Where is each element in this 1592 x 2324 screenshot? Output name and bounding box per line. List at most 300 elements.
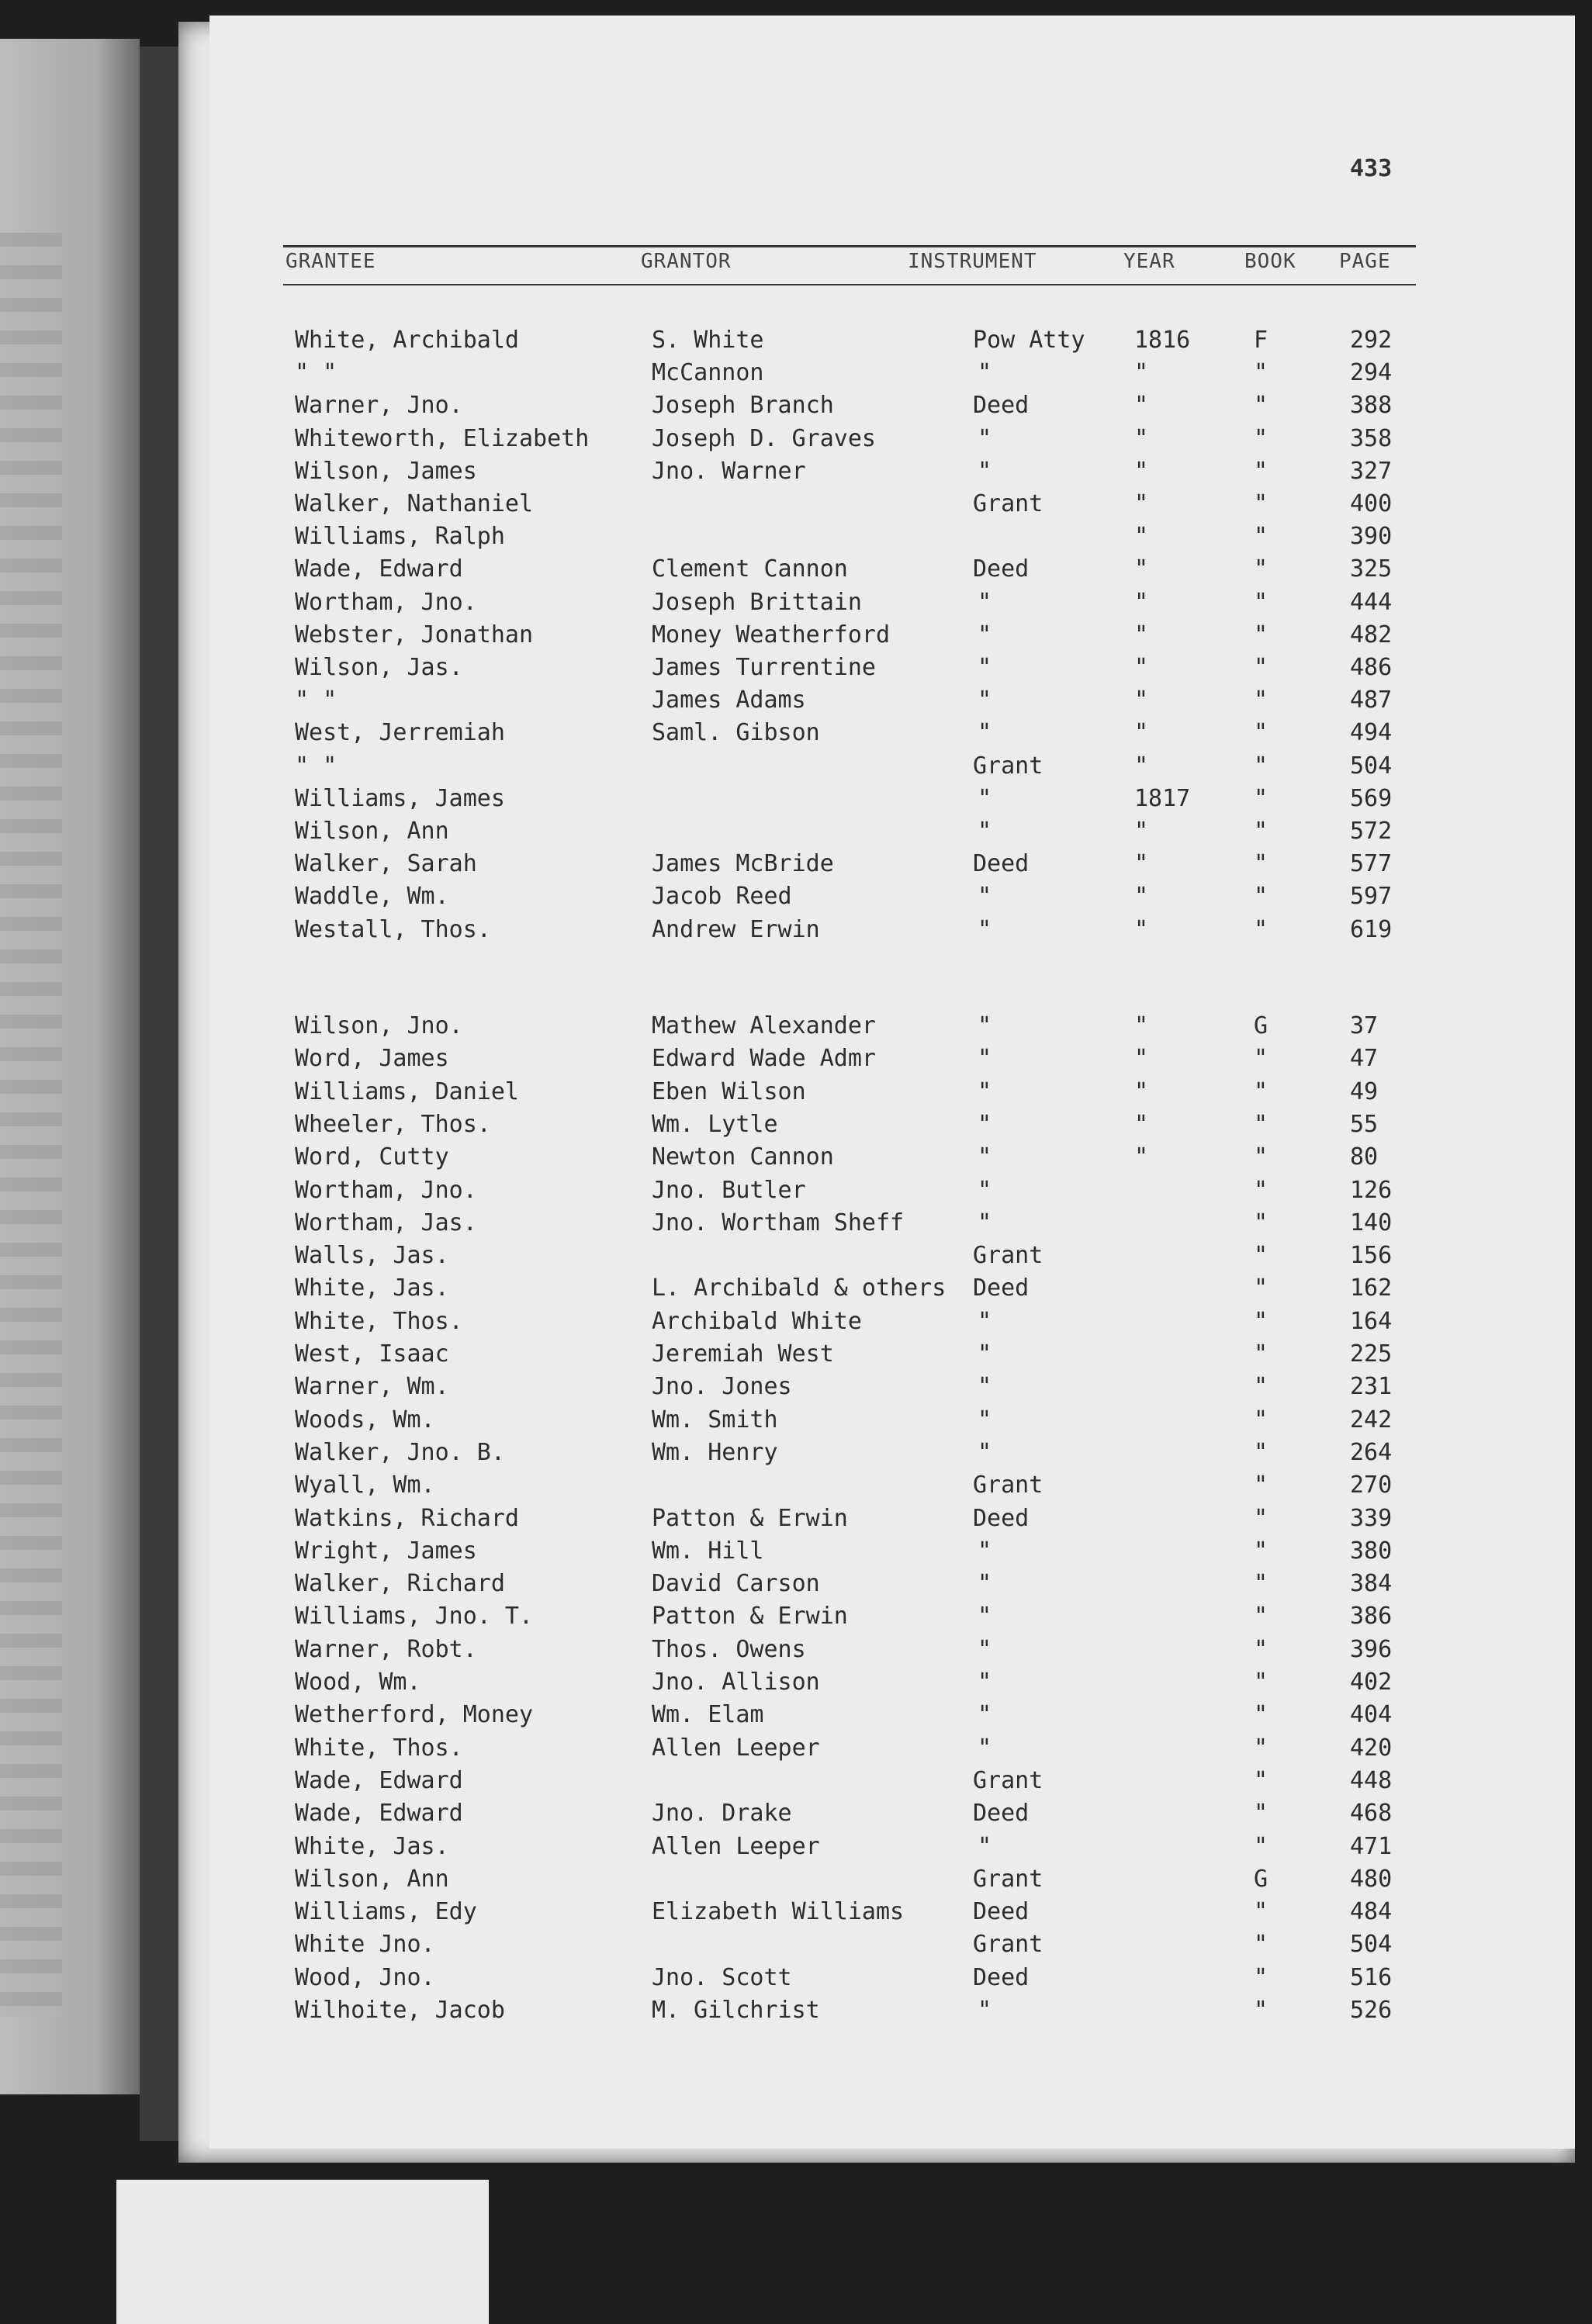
table-row	[0, 1207, 1592, 1240]
cell-page: 231	[1350, 1373, 1393, 1401]
cell-book: "	[1254, 1669, 1268, 1696]
cell-book: "	[1254, 654, 1268, 681]
cell-page: 572	[1350, 818, 1393, 845]
cell-page: 358	[1350, 424, 1393, 452]
cell-grantor: Elizabeth Williams	[652, 1898, 905, 1926]
table-row	[0, 1010, 1592, 1043]
cell-grantor: Andrew Erwin	[652, 915, 820, 943]
cell-instrument: "	[978, 1373, 992, 1401]
cell-grantor: Newton Cannon	[652, 1143, 834, 1171]
cell-instrument: "	[978, 1603, 992, 1631]
cell-year: "	[1134, 1045, 1149, 1073]
cell-book: "	[1254, 915, 1268, 943]
cell-instrument: "	[978, 883, 992, 911]
cell-page: 164	[1350, 1307, 1393, 1335]
cell-instrument: Deed	[973, 555, 1030, 583]
cell-grantor: Jno. Drake	[652, 1800, 792, 1828]
cell-page: 390	[1350, 523, 1393, 551]
table-row	[0, 1699, 1592, 1731]
cell-year: "	[1134, 752, 1149, 780]
cell-book: "	[1254, 1635, 1268, 1663]
table-row	[0, 423, 1592, 455]
cell-grantee: White, Jas.	[295, 1832, 449, 1860]
cell-page: 264	[1350, 1438, 1393, 1466]
cell-book: "	[1254, 850, 1268, 878]
cell-grantee: Wortham, Jas.	[295, 1209, 477, 1236]
table-row	[0, 553, 1592, 586]
cell-book: "	[1254, 1931, 1268, 1959]
cell-instrument: Deed	[973, 1800, 1030, 1828]
cell-grantee: Wood, Wm.	[295, 1669, 421, 1696]
cell-book: "	[1254, 1077, 1268, 1105]
cell-grantee: Wortham, Jno.	[295, 588, 477, 616]
table-row	[0, 1732, 1592, 1765]
cell-book: "	[1254, 1832, 1268, 1860]
table-row	[0, 1831, 1592, 1863]
cell-year: 1817	[1134, 784, 1191, 812]
cell-book: "	[1254, 1242, 1268, 1270]
cell-year: "	[1134, 1110, 1149, 1138]
cell-book: "	[1254, 1143, 1268, 1171]
cell-page: 468	[1350, 1800, 1393, 1828]
cell-instrument: Grant	[973, 1766, 1043, 1794]
cell-grantee: Wetherford, Money	[295, 1701, 534, 1729]
cell-book: "	[1254, 784, 1268, 812]
cell-book: "	[1254, 752, 1268, 780]
cell-page: 47	[1350, 1045, 1379, 1073]
cell-page: 504	[1350, 1931, 1393, 1959]
cell-book: "	[1254, 1307, 1268, 1335]
cell-grantor: Patton & Erwin	[652, 1603, 848, 1631]
cell-grantor: Jno. Butler	[652, 1176, 806, 1204]
cell-grantee: White, Thos.	[295, 1734, 463, 1762]
cell-grantee: Wheeler, Thos.	[295, 1110, 491, 1138]
cell-book: "	[1254, 1766, 1268, 1794]
cell-book: "	[1254, 1340, 1268, 1368]
cell-grantee: West, Isaac	[295, 1340, 449, 1368]
cell-grantor: Wm. Hill	[652, 1537, 764, 1565]
cell-book: G	[1254, 1865, 1268, 1893]
cell-year: "	[1134, 424, 1149, 452]
cell-grantee: Word, James	[295, 1045, 449, 1073]
cell-grantor: Jno. Jones	[652, 1373, 792, 1401]
table-row	[0, 1928, 1592, 1961]
table-row	[0, 783, 1592, 815]
cell-book: "	[1254, 490, 1268, 517]
cell-grantee: Wilson, Ann	[295, 1865, 449, 1893]
table-row	[0, 880, 1592, 913]
cell-book: "	[1254, 1997, 1268, 2024]
cell-page: 619	[1350, 915, 1393, 943]
cell-instrument: Deed	[973, 850, 1030, 878]
cell-grantor: James McBride	[652, 850, 834, 878]
cell-grantee: Wade, Edward	[295, 1800, 463, 1828]
cell-instrument: Grant	[973, 1242, 1043, 1270]
cell-instrument: "	[978, 719, 992, 747]
cell-grantor: Allen Leeper	[652, 1832, 820, 1860]
page-number: 433	[1350, 155, 1393, 182]
cell-page: 140	[1350, 1209, 1393, 1236]
cell-page: 597	[1350, 883, 1393, 911]
table-row	[0, 389, 1592, 422]
cell-grantor: Wm. Henry	[652, 1438, 778, 1466]
cell-instrument: Deed	[973, 1898, 1030, 1926]
cell-instrument: "	[978, 915, 992, 943]
cell-book: "	[1254, 719, 1268, 747]
cell-book: "	[1254, 1274, 1268, 1302]
cell-instrument: Deed	[973, 1963, 1030, 1991]
cell-instrument: Grant	[973, 1865, 1043, 1893]
cell-page: 242	[1350, 1406, 1393, 1433]
cell-grantor: Wm. Elam	[652, 1701, 764, 1729]
cell-page: 577	[1350, 850, 1393, 878]
cell-book: "	[1254, 883, 1268, 911]
cell-grantee: Walls, Jas.	[295, 1242, 449, 1270]
cell-book: "	[1254, 1537, 1268, 1565]
cell-instrument: "	[978, 1176, 992, 1204]
table-row	[0, 750, 1592, 783]
cell-grantor: Wm. Lytle	[652, 1110, 778, 1138]
cell-grantor: McCannon	[652, 359, 764, 387]
cell-year: "	[1134, 686, 1149, 714]
table-row	[0, 1896, 1592, 1928]
cell-grantee: Westall, Thos.	[295, 915, 491, 943]
cell-year: "	[1134, 392, 1149, 420]
cell-page: 162	[1350, 1274, 1393, 1302]
cell-grantor: Jno. Scott	[652, 1963, 792, 1991]
cell-grantee: White, Jas.	[295, 1274, 449, 1302]
cell-grantee: Williams, Daniel	[295, 1077, 519, 1105]
cell-page: 80	[1350, 1143, 1379, 1171]
cell-grantee: Wilhoite, Jacob	[295, 1997, 505, 2024]
cell-instrument: "	[978, 621, 992, 648]
cell-instrument: Grant	[973, 1931, 1043, 1959]
cell-grantor: Money Weatherford	[652, 621, 891, 648]
cell-grantor: Mathew Alexander	[652, 1012, 876, 1039]
cell-book: "	[1254, 1406, 1268, 1433]
cell-instrument: "	[978, 654, 992, 681]
cell-grantor: M. Gilchrist	[652, 1997, 820, 2024]
cell-instrument: Pow Atty	[973, 327, 1085, 354]
table-row	[0, 1666, 1592, 1699]
cell-grantee: Warner, Robt.	[295, 1635, 477, 1663]
cell-book: "	[1254, 1438, 1268, 1466]
cell-year: "	[1134, 1077, 1149, 1105]
cell-book: "	[1254, 457, 1268, 485]
table-row	[0, 1272, 1592, 1305]
cell-instrument: "	[978, 1701, 992, 1729]
cell-page: 402	[1350, 1669, 1393, 1696]
cell-grantor: Eben Wilson	[652, 1077, 806, 1105]
cell-grantee: Wortham, Jno.	[295, 1176, 477, 1204]
cell-grantee: Walker, Jno. B.	[295, 1438, 505, 1466]
cell-page: 294	[1350, 359, 1393, 387]
cell-year: "	[1134, 555, 1149, 583]
table-row	[0, 520, 1592, 553]
cell-year: "	[1134, 1143, 1149, 1171]
table-row	[0, 1863, 1592, 1896]
cell-book: "	[1254, 686, 1268, 714]
cell-page: 225	[1350, 1340, 1393, 1368]
cell-book: "	[1254, 424, 1268, 452]
cell-grantor: Saml. Gibson	[652, 719, 820, 747]
cell-book: "	[1254, 1110, 1268, 1138]
cell-page: 49	[1350, 1077, 1379, 1105]
cell-grantee: White, Archibald	[295, 327, 519, 354]
table-row	[0, 1240, 1592, 1272]
cell-grantee: Waddle, Wm.	[295, 883, 449, 911]
table-row	[0, 324, 1592, 357]
cell-book: "	[1254, 1504, 1268, 1532]
cell-book: "	[1254, 1176, 1268, 1204]
cell-grantor: Jacob Reed	[652, 883, 792, 911]
cell-grantor: David Carson	[652, 1570, 820, 1598]
table-row	[0, 1600, 1592, 1633]
cell-book: F	[1254, 327, 1268, 354]
cell-grantee: White, Thos.	[295, 1307, 463, 1335]
cell-year: "	[1134, 850, 1149, 878]
cell-year: "	[1134, 719, 1149, 747]
cell-year: "	[1134, 883, 1149, 911]
cell-book: "	[1254, 1603, 1268, 1631]
header-rule-top	[283, 245, 1416, 247]
cell-grantor: Clement Cannon	[652, 555, 848, 583]
cell-instrument: Grant	[973, 1472, 1043, 1499]
cell-grantee: Wilson, James	[295, 457, 477, 485]
cell-grantee: Wade, Edward	[295, 555, 463, 583]
cell-instrument: "	[978, 1635, 992, 1663]
cell-book: "	[1254, 555, 1268, 583]
cell-grantee: Wade, Edward	[295, 1766, 463, 1794]
cell-instrument: "	[978, 1734, 992, 1762]
header-grantee: GRANTEE	[286, 250, 376, 273]
cell-year: "	[1134, 818, 1149, 845]
cell-instrument: "	[978, 818, 992, 845]
table-row	[0, 1634, 1592, 1666]
cell-instrument: "	[978, 1110, 992, 1138]
cell-instrument: Deed	[973, 1504, 1030, 1532]
cell-book: "	[1254, 588, 1268, 616]
cell-book: "	[1254, 818, 1268, 845]
cell-grantee: Wilson, Ann	[295, 818, 449, 845]
cell-year: "	[1134, 490, 1149, 517]
cell-instrument: "	[978, 588, 992, 616]
table-row	[0, 1568, 1592, 1600]
cell-book: "	[1254, 1045, 1268, 1073]
table-row	[0, 1174, 1592, 1207]
table-row	[0, 1404, 1592, 1437]
cell-instrument: "	[978, 1570, 992, 1598]
cell-grantee: Wyall, Wm.	[295, 1472, 435, 1499]
cell-grantor: Joseph Branch	[652, 392, 834, 420]
cell-page: 487	[1350, 686, 1393, 714]
table-row	[0, 1503, 1592, 1535]
table-row	[0, 1535, 1592, 1568]
table-row	[0, 1797, 1592, 1830]
cell-grantee: Williams, Jno. T.	[295, 1603, 534, 1631]
cell-grantee: Walker, Sarah	[295, 850, 477, 878]
bottom-paper-tab	[116, 2180, 489, 2324]
cell-instrument: "	[978, 1406, 992, 1433]
cell-instrument: "	[978, 424, 992, 452]
cell-page: 444	[1350, 588, 1393, 616]
table-row	[0, 1338, 1592, 1371]
cell-grantor: Jeremiah West	[652, 1340, 834, 1368]
cell-page: 270	[1350, 1472, 1393, 1499]
cell-page: 55	[1350, 1110, 1379, 1138]
cell-page: 480	[1350, 1865, 1393, 1893]
cell-instrument: "	[978, 1669, 992, 1696]
cell-instrument: "	[978, 1045, 992, 1073]
table-row	[0, 1994, 1592, 2027]
cell-grantee: Warner, Wm.	[295, 1373, 449, 1401]
cell-grantee: Wood, Jno.	[295, 1963, 435, 1991]
cell-grantee: Williams, Edy	[295, 1898, 477, 1926]
cell-page: 484	[1350, 1898, 1393, 1926]
cell-instrument: "	[978, 1077, 992, 1105]
cell-grantee: Whiteworth, Elizabeth	[295, 424, 590, 452]
cell-page: 569	[1350, 784, 1393, 812]
cell-instrument: Deed	[973, 392, 1030, 420]
cell-year: 1816	[1134, 327, 1191, 354]
cell-grantee: Warner, Jno.	[295, 392, 463, 420]
cell-grantor: James Adams	[652, 686, 806, 714]
header-book: BOOK	[1244, 250, 1296, 273]
cell-book: "	[1254, 1209, 1268, 1236]
table-row	[0, 1962, 1592, 1994]
cell-grantee: Woods, Wm.	[295, 1406, 435, 1433]
cell-grantee: Walker, Richard	[295, 1570, 505, 1598]
cell-book: "	[1254, 1800, 1268, 1828]
cell-book: "	[1254, 1963, 1268, 1991]
table-row	[0, 1108, 1592, 1141]
cell-page: 37	[1350, 1012, 1379, 1039]
cell-grantor: Edward Wade Admr	[652, 1045, 876, 1073]
cell-page: 386	[1350, 1603, 1393, 1631]
table-row	[0, 455, 1592, 488]
cell-book: "	[1254, 523, 1268, 551]
cell-year: "	[1134, 621, 1149, 648]
table-row	[0, 684, 1592, 717]
cell-year: "	[1134, 523, 1149, 551]
cell-instrument: "	[978, 1438, 992, 1466]
cell-grantee: Wilson, Jas.	[295, 654, 463, 681]
table-row	[0, 1371, 1592, 1403]
header-instrument: INSTRUMENT	[908, 250, 1037, 273]
cell-book: "	[1254, 1701, 1268, 1729]
cell-grantor: Patton & Erwin	[652, 1504, 848, 1532]
cell-grantor: Jno. Allison	[652, 1669, 820, 1696]
cell-year: "	[1134, 915, 1149, 943]
cell-grantor: Archibald White	[652, 1307, 862, 1335]
cell-grantor: Joseph Brittain	[652, 588, 862, 616]
cell-instrument: "	[978, 1307, 992, 1335]
cell-grantee: Walker, Nathaniel	[295, 490, 534, 517]
cell-grantor: L. Archibald & others	[652, 1274, 947, 1302]
cell-instrument: "	[978, 1209, 992, 1236]
cell-instrument: Grant	[973, 752, 1043, 780]
cell-year: "	[1134, 654, 1149, 681]
cell-book: "	[1254, 1734, 1268, 1762]
cell-book: "	[1254, 392, 1268, 420]
cell-page: 156	[1350, 1242, 1393, 1270]
cell-grantee: " "	[295, 359, 337, 387]
cell-page: 292	[1350, 327, 1393, 354]
cell-page: 327	[1350, 457, 1393, 485]
table-row	[0, 1765, 1592, 1797]
cell-page: 482	[1350, 621, 1393, 648]
table-row	[0, 586, 1592, 619]
cell-instrument: Deed	[973, 1274, 1030, 1302]
cell-grantor: Wm. Smith	[652, 1406, 778, 1433]
table-row	[0, 1043, 1592, 1075]
cell-grantee: Watkins, Richard	[295, 1504, 519, 1532]
cell-instrument: "	[978, 1143, 992, 1171]
cell-page: 388	[1350, 392, 1393, 420]
cell-instrument: "	[978, 784, 992, 812]
cell-page: 516	[1350, 1963, 1393, 1991]
cell-page: 420	[1350, 1734, 1393, 1762]
table-row	[0, 815, 1592, 848]
cell-page: 471	[1350, 1832, 1393, 1860]
cell-instrument: "	[978, 1340, 992, 1368]
table-row	[0, 914, 1592, 946]
cell-page: 380	[1350, 1537, 1393, 1565]
cell-instrument: "	[978, 1832, 992, 1860]
cell-instrument: "	[978, 686, 992, 714]
cell-page: 494	[1350, 719, 1393, 747]
cell-instrument: "	[978, 359, 992, 387]
cell-page: 384	[1350, 1570, 1393, 1598]
cell-grantor: Jno. Wortham Sheff	[652, 1209, 905, 1236]
cell-book: G	[1254, 1012, 1268, 1039]
cell-grantee: Wright, James	[295, 1537, 477, 1565]
cell-year: "	[1134, 457, 1149, 485]
cell-grantor: James Turrentine	[652, 654, 876, 681]
cell-grantor: S. White	[652, 327, 764, 354]
cell-page: 339	[1350, 1504, 1393, 1532]
table-row	[0, 619, 1592, 652]
table-row	[0, 1076, 1592, 1108]
cell-book: "	[1254, 1472, 1268, 1499]
cell-year: "	[1134, 588, 1149, 616]
cell-book: "	[1254, 1898, 1268, 1926]
cell-page: 325	[1350, 555, 1393, 583]
cell-page: 396	[1350, 1635, 1393, 1663]
cell-book: "	[1254, 1570, 1268, 1598]
table-row	[0, 1306, 1592, 1338]
cell-instrument: "	[978, 1997, 992, 2024]
table-row	[0, 1141, 1592, 1174]
table-row	[0, 652, 1592, 684]
cell-grantee: Williams, James	[295, 784, 505, 812]
table-row	[0, 1469, 1592, 1502]
cell-grantor: Thos. Owens	[652, 1635, 806, 1663]
cell-grantee: Williams, Ralph	[295, 523, 505, 551]
cell-grantor: Jno. Warner	[652, 457, 806, 485]
table-row	[0, 848, 1592, 880]
header-year: YEAR	[1123, 250, 1175, 273]
cell-instrument: "	[978, 1537, 992, 1565]
table-row	[0, 488, 1592, 520]
cell-grantor: Joseph D. Graves	[652, 424, 876, 452]
header-grantor: GRANTOR	[641, 250, 732, 273]
cell-page: 400	[1350, 490, 1393, 517]
cell-year: "	[1134, 1012, 1149, 1039]
cell-book: "	[1254, 359, 1268, 387]
cell-page: 448	[1350, 1766, 1393, 1794]
cell-grantee: West, Jerremiah	[295, 719, 505, 747]
